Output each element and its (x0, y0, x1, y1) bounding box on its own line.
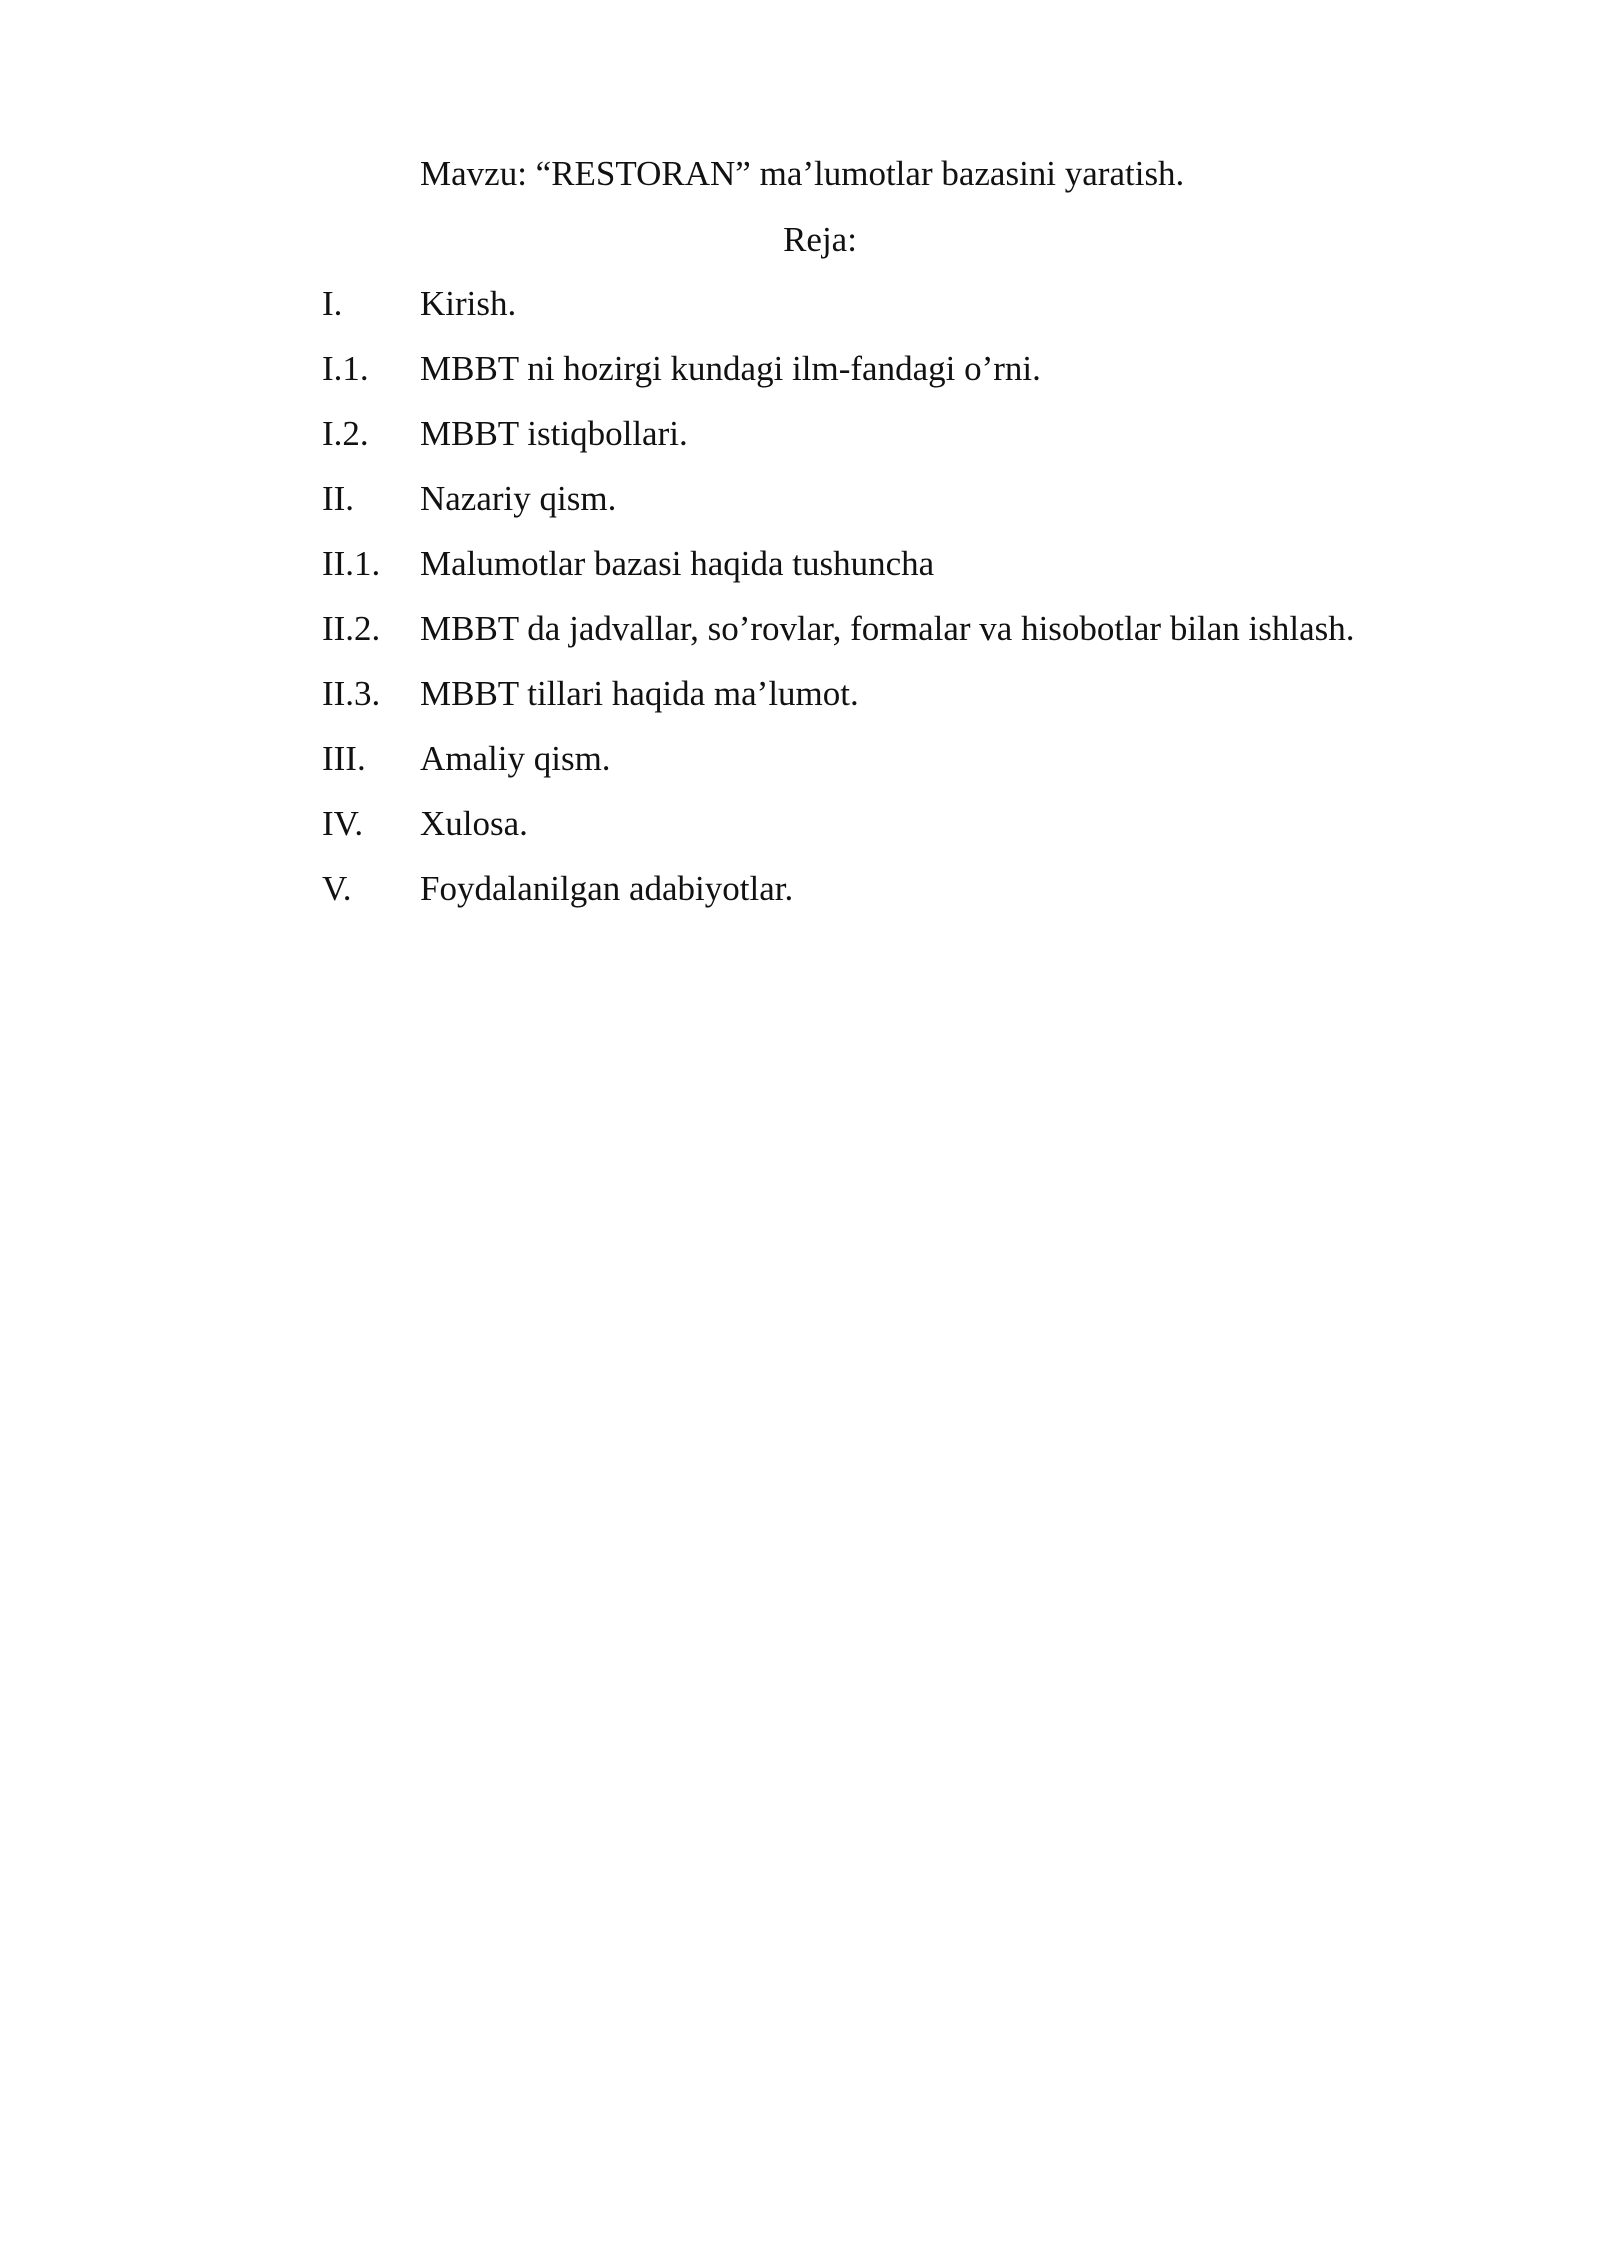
outline-item-number: III. (322, 739, 366, 778)
outline-item (322, 672, 1355, 737)
outline-item (322, 282, 1355, 347)
outline-item-text: MBBT da jadvallar, so’rovlar, formalar va hisobotlar bilan ishlash. (420, 609, 1355, 648)
outline-item (322, 802, 1355, 867)
outline-item (322, 477, 1355, 542)
outline-item-number: II.2. (322, 609, 381, 648)
outline-item-number: I.1. (322, 349, 369, 388)
outline-item-number: I. (322, 284, 343, 323)
outline-item-number: IV. (322, 804, 364, 843)
outline-item-number: II. (322, 479, 355, 518)
outline-item-text: MBBT istiqbollari. (420, 414, 688, 453)
outline-item-text: Kirish. (420, 284, 517, 323)
outline-item (322, 347, 1355, 412)
outline-item (322, 867, 1355, 932)
document-title: Mavzu: “RESTORAN” ma’lumotlar bazasini yaratish. (420, 154, 1185, 193)
outline-item-text: Amaliy qism. (420, 739, 611, 778)
outline-item-text: Xulosa. (420, 804, 528, 843)
outline-item-number: V. (322, 869, 352, 908)
outline-item-text: MBBT tillari haqida ma’lumot. (420, 674, 859, 713)
outline-item (322, 542, 1355, 607)
outline-item (322, 607, 1355, 672)
outline-item-text: MBBT ni hozirgi kundagi ilm-fandagi o’rni. (420, 349, 1041, 388)
outline-item-text: Nazariy qism. (420, 479, 617, 518)
outline-item-number: II.1. (322, 544, 381, 583)
outline-item-text: Malumotlar bazasi haqida tushuncha (420, 544, 935, 583)
outline-list (322, 282, 1355, 932)
outline-item (322, 737, 1355, 802)
outline-item-number: I.2. (322, 414, 369, 453)
outline-item (322, 412, 1355, 477)
outline-item-text: Foydalanilgan adabiyotlar. (420, 869, 794, 908)
plan-heading: Reja: (783, 220, 857, 259)
outline-item-number: II.3. (322, 674, 381, 713)
